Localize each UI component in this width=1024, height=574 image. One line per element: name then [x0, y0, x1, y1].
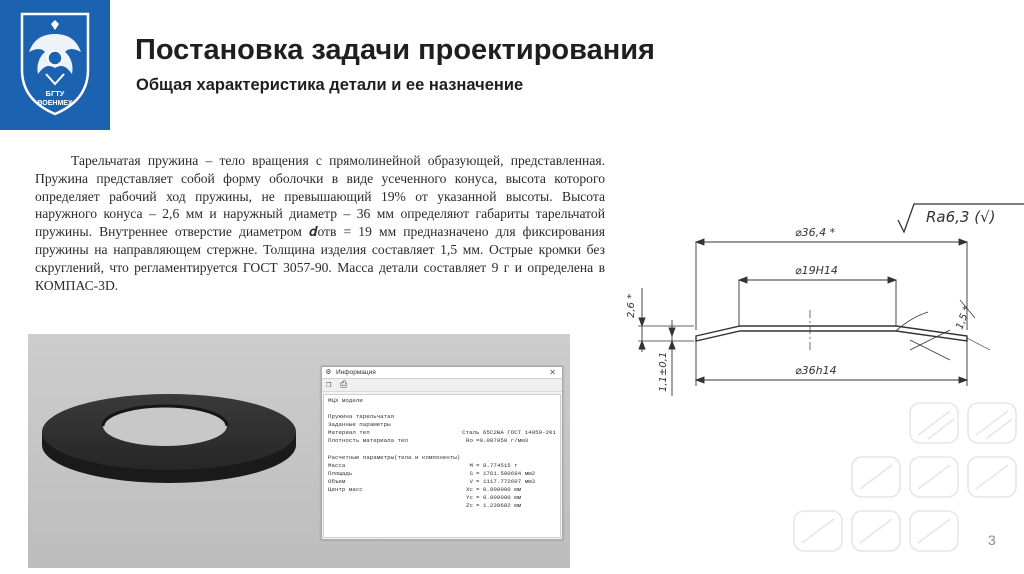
- info-lbl: Центр масс: [328, 486, 363, 494]
- close-button[interactable]: ✕: [549, 368, 556, 377]
- info-sym: S: [469, 469, 473, 477]
- info-row: [328, 437, 556, 445]
- dim-angle: 1,5 *: [954, 304, 974, 332]
- info-sym: Xc: [466, 486, 473, 494]
- info-lbl: Масса: [328, 461, 346, 469]
- info-row: [328, 486, 556, 494]
- info-row: [328, 421, 556, 429]
- info-spacer: [328, 405, 556, 413]
- page-number: 3: [988, 532, 996, 548]
- info-row: [328, 462, 556, 470]
- info-val: = 1.239682 мм: [476, 502, 522, 510]
- university-logo: [0, 0, 110, 130]
- description-text: Тарельчатая пружина – тело вращения с прямолинейной образующей, представленная. Пружина представляет собой форму оболочки в виде усеченного конуса, высота которого определяет рабочий ход пружины, не превышающий 19% от указанной высоты. Высота наружного конуса – 2,6 мм и наружный диаметр – 36 мм определяют габариты тарельчатой пружины. Внутреннее отверстие диаметром 𝒅отв = 19 мм предназначено для фиксирования пружины на направляющем стержне. Толщина изделия составляет 1,5 мм. Острые кромки без скруглений, что регламентируется ГОСТ 3057-90. Масса детали составляет 9 г и определена в КОМПАС-3D.: [35, 153, 605, 293]
- info-val: = 8.774515 г: [476, 461, 518, 469]
- info-sym: [436, 397, 476, 405]
- info-toolbar: [322, 379, 562, 392]
- gear-icon: ⚙: [326, 368, 331, 377]
- info-val: [476, 413, 556, 421]
- info-lbl: Площадь: [328, 469, 353, 477]
- info-content: [323, 394, 561, 538]
- info-row: [328, 494, 556, 502]
- info-row: [328, 470, 556, 478]
- info-lbl: Заданные параметры: [328, 421, 391, 429]
- info-titlebar: [322, 367, 562, 379]
- dim-outer-top: ⌀36,4 *: [795, 226, 836, 239]
- info-val: Сталь 65С2ВА ГОСТ 14959-201: [462, 429, 556, 437]
- info-window: [321, 366, 563, 540]
- info-spacer: [328, 446, 556, 454]
- logo-text-line-2: ВОЕНМЕХ: [37, 100, 73, 107]
- info-lbl: [328, 502, 436, 510]
- info-val: = 1117.772607 мм3: [476, 477, 536, 485]
- dim-thickness: 1,1±0,1: [658, 351, 669, 392]
- info-sym: Yc: [466, 494, 473, 502]
- slide-subtitle: Общая характеристика детали и ее назначение: [136, 76, 524, 94]
- roughness-label: Ra6,3 (√): [926, 208, 996, 226]
- info-val: =0.007850 г/мм3: [476, 437, 529, 445]
- dim-height: 2,6 *: [626, 293, 637, 318]
- info-lbl: Расчетные параметры(тела и компоненты): [328, 453, 461, 461]
- info-window-title: Информация: [336, 369, 376, 376]
- technical-drawing: [610, 200, 1024, 415]
- info-val: = 0.000000 мм: [476, 494, 522, 502]
- info-sym: Ro: [466, 437, 473, 445]
- description-paragraph: [35, 152, 605, 294]
- info-lbl: [328, 494, 436, 502]
- info-val: [476, 421, 556, 429]
- info-sym: Zc: [466, 502, 473, 510]
- info-row: [328, 478, 556, 486]
- info-sym: V: [469, 477, 473, 485]
- info-row: [328, 397, 556, 405]
- slide-title: Постановка задачи проектирования: [135, 34, 655, 66]
- logo-text-line-1: БГТУ: [45, 89, 65, 98]
- info-val: = 1761.500684 мм2: [476, 469, 536, 477]
- info-lbl: МЦХ модели: [328, 397, 363, 404]
- copy-icon[interactable]: ❐: [326, 380, 332, 390]
- info-row: [328, 502, 556, 510]
- dim-inner: ⌀19H14: [795, 264, 838, 277]
- info-row: [328, 413, 556, 421]
- print-icon[interactable]: ⎙: [340, 380, 348, 390]
- info-sym: [436, 421, 476, 429]
- info-sym: [426, 429, 462, 437]
- info-lbl: Пружина тарельчатая: [328, 413, 395, 421]
- dim-outer-bottom: ⌀36h14: [795, 364, 837, 377]
- info-val: [476, 397, 556, 405]
- info-row: [328, 454, 556, 462]
- info-lbl: Плотность материала тел: [328, 437, 409, 445]
- info-val: = 0.000000 мм: [476, 486, 522, 494]
- info-sym: [436, 413, 476, 421]
- info-lbl: Материал тел: [328, 429, 370, 437]
- info-val: [476, 454, 556, 462]
- info-sym: M: [469, 461, 473, 469]
- info-lbl: Объем: [328, 477, 346, 485]
- info-row: [328, 429, 556, 437]
- eagle-emblem-icon: [14, 8, 96, 120]
- info-sym: [436, 454, 476, 462]
